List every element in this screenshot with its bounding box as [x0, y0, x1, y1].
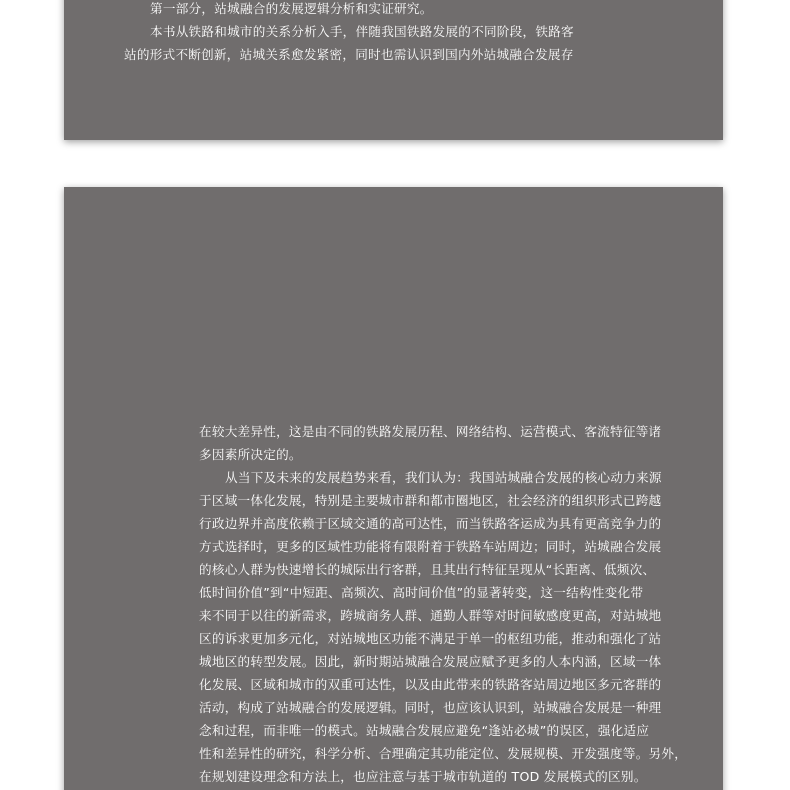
text-line: 站的形式不断创新，站城关系愈发紧密，同时也需认识到国内外站城融合发展存 [124, 47, 574, 62]
text-line: 活动，构成了站城融合的发展逻辑。同时，也应该认识到，站城融合发展是一种理 [199, 700, 662, 715]
text-line: 化发展、区域和城市的双重可达性，以及由此带来的铁路客站周边地区多元客群的 [199, 677, 662, 692]
text-line: 本书从铁路和城市的关系分析入手，伴随我国铁路发展的不同阶段，铁路客 [150, 24, 574, 39]
text-line: 在较大差异性，这是由不同的铁路发展历程、网络结构、运营模式、客流特征等诸 [199, 424, 662, 439]
text-line: 在规划建设理念和方法上，也应注意与基于城市轨道的 TOD 发展模式的区别。 [199, 769, 647, 784]
text-line: 念和过程，而非唯一的模式。站城融合发展应避免“逢站必城”的误区，强化适应 [199, 723, 650, 738]
document-page [64, 0, 723, 140]
text-line: 的核心人群为快速增长的城际出行客群，且其出行特征呈现从“长距离、低频次、 [199, 562, 656, 577]
text-line: 方式选择时，更多的区域性功能将有限附着于铁路车站周边；同时，站城融合发展 [199, 539, 662, 554]
text-line: 于区域一体化发展，特别是主要城市群和都市圈地区，社会经济的组织形式已跨越 [199, 493, 662, 508]
text-line: 第一部分，站城融合的发展逻辑分析和实证研究。 [150, 1, 433, 16]
text-line: 低时间价值”到“中短距、高频次、高时间价值”的显著转变，这一结构性变化带 [199, 585, 644, 600]
text-line: 多因素所决定的。 [199, 447, 302, 462]
page-text [124, 0, 574, 66]
text-line: 行政边界并高度依赖于区域交通的高可达性，而当铁路客运成为具有更高竞争力的 [199, 516, 662, 531]
page-text [199, 420, 687, 788]
text-line: 区的诉求更加多元化，对站城地区功能不满足于单一的枢纽功能，推动和强化了站 [199, 631, 662, 646]
text-line: 从当下及未来的发展趋势来看，我们认为：我国站城融合发展的核心动力来源 [225, 470, 662, 485]
text-line: 城地区的转型发展。因此，新时期站城融合发展应赋予更多的人本内涵，区域一体 [199, 654, 662, 669]
text-line: 性和差异性的研究，科学分析、合理确定其功能定位、发展规模、开发强度等。另外， [199, 746, 688, 761]
document-page [64, 187, 723, 790]
text-line: 来不同于以往的新需求，跨城商务人群、通勤人群等对时间敏感度更高，对站城地 [199, 608, 662, 623]
